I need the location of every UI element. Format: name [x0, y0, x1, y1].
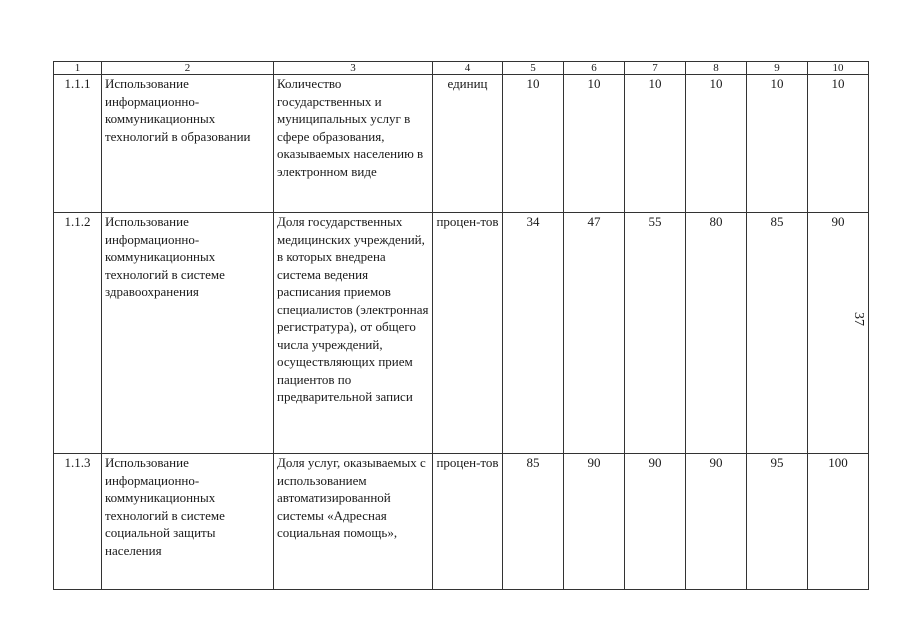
- header-cell: 8: [686, 62, 747, 75]
- value-cell: 10: [808, 75, 869, 213]
- value-cell: 100: [808, 454, 869, 590]
- table-row: [54, 454, 869, 590]
- table-row: [54, 213, 869, 454]
- value-cell: 90: [564, 454, 625, 590]
- header-cell: 5: [503, 62, 564, 75]
- value-cell: 55: [625, 213, 686, 454]
- indicator-name: Доля государственных медицинских учреждений, в которых внедрена система ведения расписания приемов специалистов (электронная регистратура), от общего числа учреждений, осуществляющих прием пациентов по предварительной записи: [274, 213, 433, 454]
- unit-cell: единиц: [433, 75, 503, 213]
- unit-cell: процен-тов: [433, 213, 503, 454]
- value-cell: 85: [747, 213, 808, 454]
- value-cell: 90: [808, 213, 869, 454]
- value-cell: 85: [503, 454, 564, 590]
- indicator-name: Количество государственных и муниципальных услуг в сфере образования, оказываемых населению в электронном виде: [274, 75, 433, 213]
- activity-name: Использование информационно-коммуникационных технологий в системе социальной защиты населения: [102, 454, 274, 590]
- header-cell: 7: [625, 62, 686, 75]
- page-number: 37: [851, 312, 866, 326]
- value-cell: 10: [686, 75, 747, 213]
- value-cell: 10: [564, 75, 625, 213]
- row-number: 1.1.2: [54, 213, 102, 454]
- header-cell: 6: [564, 62, 625, 75]
- header-cell: 10: [808, 62, 869, 75]
- header-cell: 9: [747, 62, 808, 75]
- header-cell: 3: [274, 62, 433, 75]
- row-number: 1.1.3: [54, 454, 102, 590]
- indicators-table: [53, 61, 869, 590]
- value-cell: 47: [564, 213, 625, 454]
- value-cell: 10: [625, 75, 686, 213]
- header-cell: 2: [102, 62, 274, 75]
- unit-cell: процен-тов: [433, 454, 503, 590]
- value-cell: 34: [503, 213, 564, 454]
- value-cell: 90: [686, 454, 747, 590]
- header-row: [54, 62, 869, 75]
- row-number: 1.1.1: [54, 75, 102, 213]
- value-cell: 10: [747, 75, 808, 213]
- value-cell: 95: [747, 454, 808, 590]
- activity-name: Использование информационно-коммуникационных технологий в образовании: [102, 75, 274, 213]
- value-cell: 90: [625, 454, 686, 590]
- header-cell: 4: [433, 62, 503, 75]
- header-cell: 1: [54, 62, 102, 75]
- table-row: [54, 75, 869, 213]
- indicator-name: Доля услуг, оказываемых с использованием автоматизированной системы «Адресная социальная помощь»,: [274, 454, 433, 590]
- value-cell: 10: [503, 75, 564, 213]
- value-cell: 80: [686, 213, 747, 454]
- activity-name: Использование информационно-коммуникационных технологий в системе здравоохранения: [102, 213, 274, 454]
